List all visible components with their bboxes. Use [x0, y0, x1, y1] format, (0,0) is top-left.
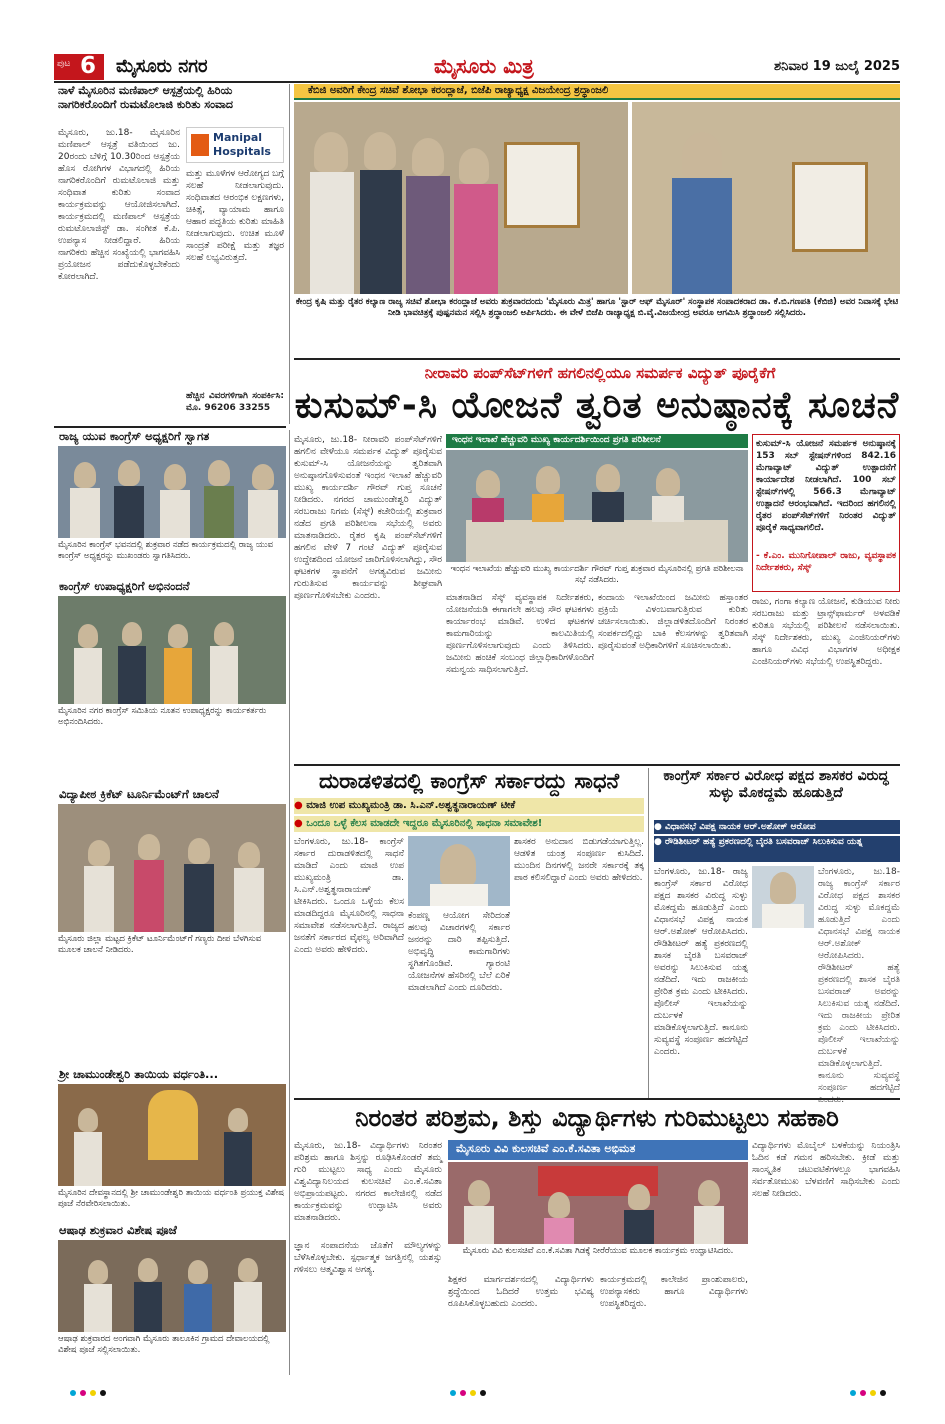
- ashok-bullet-2-text: ರೌಡಿಶೀಟರ್ ಹತ್ಯೆ ಪ್ರಕರಣದಲ್ಲಿ ಬೈರತಿ ಬಸವರಾಜ್ ಸಿಲುಕಿಸುವ ಯತ್ನ: [665, 837, 863, 847]
- cmyk-dot-cyan-3: [850, 1390, 856, 1396]
- page-number: 6: [80, 53, 97, 79]
- ashok-photo: [752, 866, 814, 928]
- congress-bullet-1-text: ಮಾಜಿ ಉಪ ಮುಖ್ಯಮಂತ್ರಿ ಡಾ. ಸಿ.ಎನ್.ಅಶ್ವತ್ಥನಾರಾಯಣ್ ಟೀಕೆ: [306, 800, 516, 811]
- cmyk-dot-yellow: [90, 1390, 96, 1396]
- manipal-logo-mark: [191, 134, 209, 156]
- cricket-heading: ವಿದ್ಯಾಪೀಠ ಕ್ರಿಕೆಟ್ ಟೂರ್ನಿಮೆಂಟ್‌ಗೆ ಚಾಲನೆ: [59, 787, 219, 801]
- education-photo-caption: ಮೈಸೂರು ವಿವಿ ಕುಲಸಚಿವೆ ಎಂ.ಕೆ.ಸವಿತಾ ಗಿಡಕ್ಕೆ ನೀರೆರೆಯುವ ಮೂಲಕ ಕಾರ್ಯಕ್ರಮ ಉದ್ಘಾಟಿಸಿದರು.: [462, 1246, 734, 1256]
- kusum-photo-banner: [446, 434, 748, 448]
- congrats-photo: [58, 596, 286, 704]
- education-col-a: ಜ್ಞಾನ ಸಂಪಾದನೆಯ ಜೊತೆಗೆ ಮೌಲ್ಯಗಳನ್ನು ಬೆಳೆಸಿಕೊಳ್ಳಬೇಕು. ಸ್ಪರ್ಧಾತ್ಮಕ ಜಗತ್ತಿನಲ್ಲಿ ಯಶಸ್ಸು ಗಳಿಸಲು ಆತ್ಮವಿಶ್ವಾಸ ಅಗತ್ಯ.: [294, 1241, 442, 1275]
- top-photo-right: [632, 102, 900, 294]
- ashok-headline: ಕಾಂಗ್ರೆಸ್ ಸರ್ಕಾರ ವಿರೋಧ ಪಕ್ಷದ ಶಾಸಕರ ವಿರುದ್ಧ ಸುಳ್ಳು ಮೊಕದ್ದಮೆ ಹೂಡುತ್ತಿದೆ: [663, 768, 889, 801]
- congress-bullet-2: [294, 816, 644, 832]
- manipal-right-para: ಮತ್ತು ಮೂಳೆಗಳ ಆರೋಗ್ಯದ ಬಗ್ಗೆ ಸಲಹೆ ನೀಡಲಾಗುವುದು. ಸಂಧಿವಾತದ ಆರಂಭಿಕ ಲಕ್ಷಣಗಳು, ಚಿಕಿತ್ಸೆ, ವ್ಯಾಯಾಮ ಹಾಗೂ ಆಹಾರ ಪದ್ಧತಿಯ ಕುರಿತು ಮಾಹಿತಿ ನೀಡಲಾಗುವುದು. ಉಚಿತ ಮೂಳೆ ಸಾಂದ್ರತೆ ಪರೀಕ್ಷೆ ಮತ್ತು ತಜ್ಞರ ಸಲಹೆ ಲಭ್ಯವಿರುತ್ತದೆ.: [186, 169, 284, 263]
- congress-col2: ಕೆಂಪಣ್ಣ ಆಯೋಗ ಸೇರಿದಂತೆ ಹಲವು ವಿಚಾರಗಳಲ್ಲಿ ಸರ್ಕಾರ ಜನರನ್ನು ದಾರಿ ತಪ್ಪಿಸುತ್ತಿದೆ. ಅಭಿವೃದ್ಧಿ ಕಾಮಗಾರಿಗಳು ಸ್ಥಗಿತಗೊಂಡಿವೆ. ಗ್ಯಾರಂಟಿ ಯೋಜನೆಗಳ ಹೆಸರಿನಲ್ಲಿ ಬೆಲೆ ಏರಿಕೆ ಮಾಡಲಾಗಿದೆ ಎಂದು ದೂರಿದರು.: [408, 911, 510, 993]
- bullet-icon: ●: [654, 837, 662, 847]
- kusum-photo-caption: ಇಂಧನ ಇಲಾಖೆಯ ಹೆಚ್ಚುವರಿ ಮುಖ್ಯ ಕಾರ್ಯದರ್ಶಿ ಗೌರವ್ ಗುಪ್ತ ಶುಕ್ರವಾರ ಮೈಸೂರಿನಲ್ಲಿ ಪ್ರಗತಿ ಪರಿಶೀಲನಾ ಸಭೆ ನಡೆಸಿದರು.: [450, 564, 744, 585]
- ashok-body-right: [818, 866, 900, 1105]
- top-photo-banner: [294, 84, 900, 100]
- temple-photo: [58, 1084, 286, 1186]
- kusum-col-b: ಕಂದಾಯ ಇಲಾಖೆಯಿಂದ ಜಮೀನು ಹಸ್ತಾಂತರ ಪ್ರಕ್ರಿಯೆ ವಿಳಂಬವಾಗುತ್ತಿರುವ ಕುರಿತು ಚರ್ಚಿಸಲಾಯಿತು. ಜಿಲ್ಲಾಡಳಿತದೊಂದಿಗೆ ನಿರಂತರ ಸಂಪರ್ಕದಲ್ಲಿದ್ದು ಬಾಕಿ ಕೆಲಸಗಳನ್ನು ತ್ವರಿತವಾಗಿ ಪೂರೈಸುವಂತೆ ಅಧಿಕಾರಿಗಳಿಗೆ ಸೂಚಿಸಲಾಯಿತು.: [598, 593, 748, 651]
- cmyk-dot-yellow-3: [870, 1390, 876, 1396]
- kusum-col1: ಮೈಸೂರು, ಜು.18- ನೀರಾವರಿ ಪಂಪ್‌ಸೆಟ್‌ಗಳಿಗೆ ಹಗಲಿನ ವೇಳೆಯೂ ಸಮರ್ಪಕ ವಿದ್ಯುತ್ ಪೂರೈಸುವ ಕುಸುಮ್-ಸಿ ಯೋಜನೆಯನ್ನು ತ್ವರಿತವಾಗಿ ಅನುಷ್ಠಾನಗೊಳಿಸುವಂತೆ ಇಂಧನ ಇಲಾಖೆ ಹೆಚ್ಚುವರಿ ಮುಖ್ಯ ಕಾರ್ಯದರ್ಶಿ ಗೌರವ್ ಗುಪ್ತ ಸೂಚನೆ ನೀಡಿದರು. ನಗರದ ಚಾಮುಂಡೇಶ್ವರಿ ವಿದ್ಯುತ್ ಸರಬರಾಜು ನಿಗಮ (ಸೆಸ್ಕ್) ಕಚೇರಿಯಲ್ಲಿ ಶುಕ್ರವಾರ ನಡೆದ ಪ್ರಗತಿ ಪರಿಶೀಲನಾ ಸಭೆಯಲ್ಲಿ ಅವರು ಮಾತನಾಡಿದರು. ರೈತರ ಕೃಷಿ ಪಂಪ್‌ಸೆಟ್‌ಗಳಿಗೆ ಹಗಲಿನ ವೇಳೆ 7 ಗಂಟೆ ವಿದ್ಯುತ್ ಪೂರೈಸುವ ಉದ್ದೇಶದಿಂದ ಯೋಜನೆ ಜಾರಿಗೊಳಿಸಲಾಗಿದ್ದು, ಸೌರ ಘಟಕಗಳ ಸ್ಥಾಪನೆಗೆ ಅಗತ್ಯವಿರುವ ಜಮೀನು ಗುರುತಿಸುವ ಕಾರ್ಯವನ್ನು ಶೀಘ್ರವಾಗಿ ಪೂರ್ಣಗೊಳಿಸಬೇಕು ಎಂದರು.: [294, 435, 442, 601]
- cmyk-dot-magenta: [80, 1390, 86, 1396]
- ashada-heading: ಆಷಾಢ ಶುಕ್ರವಾರ ವಿಶೇಷ ಪೂಜೆ: [59, 1223, 177, 1237]
- education-col-d: ವಿದ್ಯಾರ್ಥಿಗಳು ಮೊಬೈಲ್ ಬಳಕೆಯನ್ನು ನಿಯಂತ್ರಿಸಿ ಓದಿನ ಕಡೆ ಗಮನ ಹರಿಸಬೇಕು. ಕ್ರೀಡೆ ಮತ್ತು ಸಾಂಸ್ಕೃತಿಕ ಚಟುವಟಿಕೆಗಳಲ್ಲೂ ಭಾಗವಹಿಸಿ ಸರ್ವತೋಮುಖ ಬೆಳವಣಿಗೆ ಸಾಧಿಸಬೇಕು ಎಂದು ಸಲಹೆ ನೀಡಿದರು.: [752, 1141, 900, 1199]
- cmyk-dot-magenta-3: [860, 1390, 866, 1396]
- ashada-photo: [58, 1240, 286, 1332]
- congress-col1: ಬೆಂಗಳೂರು, ಜು.18- ಕಾಂಗ್ರೆಸ್ ಸರ್ಕಾರ ದುರಾಡಳಿತದಲ್ಲಿ ಸಾಧನೆ ಮಾಡಿದೆ ಎಂದು ಮಾಜಿ ಉಪ ಮುಖ್ಯಮಂತ್ರಿ ಡಾ. ಸಿ.ಎನ್.ಅಶ್ವತ್ಥನಾರಾಯಣ್ ಟೀಕಿಸಿದರು. ಒಂದೂ ಒಳ್ಳೆಯ ಕೆಲಸ ಮಾಡದಿದ್ದರೂ ಮೈಸೂರಿನಲ್ಲಿ ಸಾಧನಾ ಸಮಾವೇಶ ನಡೆಸಲಾಗುತ್ತಿದೆ. ರಾಜ್ಯದ ಜನತೆಗೆ ಸರ್ಕಾರದ ವೈಫಲ್ಯ ಅರಿವಾಗಿದೆ ಎಂದು ಅವರು ಹೇಳಿದರು.: [294, 837, 404, 955]
- cmyk-dot-black: [100, 1390, 106, 1396]
- education-headline: ನಿರಂತರ ಪರಿಶ್ರಮ, ಶಿಸ್ತು ವಿದ್ಯಾರ್ಥಿಗಳು ಗುರಿಮುಟ್ಟಲು ಸಹಕಾರಿ: [355, 1104, 839, 1132]
- manipal-logo: [186, 127, 284, 163]
- col-divider-right: [648, 768, 649, 1098]
- ashok-bullet-2: [654, 836, 900, 862]
- col-divider-top: [289, 84, 290, 424]
- cmyk-dot-black-2: [480, 1390, 486, 1396]
- education-col1: ಮೈಸೂರು, ಜು.18- ವಿದ್ಯಾರ್ಥಿಗಳು ನಿರಂತರ ಪರಿಶ್ರಮ ಹಾಗೂ ಶಿಸ್ತನ್ನು ರೂಢಿಸಿಕೊಂಡರೆ ತಮ್ಮ ಗುರಿ ಮುಟ್ಟಲು ಸಾಧ್ಯ ಎಂದು ಮೈಸೂರು ವಿಶ್ವವಿದ್ಯಾನಿಲಯದ ಕುಲಸಚಿವೆ ಎಂ.ಕೆ.ಸವಿತಾ ಅಭಿಪ್ರಾಯಪಟ್ಟರು. ನಗರದ ಕಾಲೇಜಿನಲ್ಲಿ ನಡೆದ ಕಾರ್ಯಕ್ರಮವನ್ನು ಉದ್ಘಾಟಿಸಿ ಅವರು ಮಾತನಾಡಿದರು.: [294, 1141, 442, 1223]
- temple-heading: ಶ್ರೀ ಚಾಮುಂಡೇಶ್ವರಿ ತಾಯಿಯ ವರ್ಧಂತಿ...: [59, 1067, 219, 1081]
- congress-bullet-1: [294, 798, 644, 814]
- masthead-rule: [54, 81, 900, 83]
- top-photo-banner-text: ಕೆಬಿಜಿ ಅವರಿಗೆ ಕೇಂದ್ರ ಸಚಿವೆ ಶೋಭಾ ಕರಂದ್ಲಾಜೆ, ಬಿಜೆಪಿ ರಾಜ್ಯಾಧ್ಯಕ್ಷ ವಿಜಯೇಂದ್ರ ಶ್ರದ್ಧಾಂಜಲಿ: [308, 85, 609, 96]
- cricket-photo: [58, 804, 286, 932]
- top-photo-left: [294, 102, 628, 294]
- youth-photo: [58, 446, 286, 538]
- bullet-icon: ●: [654, 822, 662, 832]
- kusum-quote: ಕುಸುಮ್-ಸಿ ಯೋಜನೆ ಸಮರ್ಪಕ ಅನುಷ್ಠಾನಕ್ಕೆ 153 ಸಬ್ ಸ್ಟೇಷನ್‌ಗಳಿಂದ 842.16 ಮೆಗಾವ್ಯಾಟ್ ವಿದ್ಯುತ್ ಉತ್ಪಾದನೆಗೆ ಕಾರ್ಯಾದೇಶ ನೀಡಲಾಗಿದೆ. 100 ಸಬ್ ಸ್ಟೇಷನ್‌ಗಳಲ್ಲಿ 566.3 ಮೆಗಾವ್ಯಾಟ್ ಉತ್ಪಾದನೆ ಆರಂಭವಾಗಿದೆ. ಇದರಿಂದ ಹಗಲಿನಲ್ಲಿ ರೈತರ ಪಂಪ್‌ಸೆಟ್‌ಗಳಿಗೆ ನಿರಂತರ ವಿದ್ಯುತ್ ಪೂರೈಕೆ ಸಾಧ್ಯವಾಗಲಿದೆ.: [756, 439, 896, 533]
- registration-marks-bottom: [70, 1388, 890, 1398]
- education-photo-banner-text: ಮೈಸೂರು ವಿವಿ ಕುಲಸಚಿವೆ ಎಂ.ಕೆ.ಸವಿತಾ ಅಭಿಮತ: [456, 1142, 636, 1155]
- masthead: [54, 54, 900, 80]
- manipal-contact: ಹೆಚ್ಚಿನ ವಿವರಗಳಿಗಾಗಿ ಸಂಪರ್ಕಿಸಿ: ಮೊ. 96206 33255: [186, 391, 284, 413]
- page-label: ಪುಟ: [57, 59, 71, 69]
- bullet-icon: ●: [294, 818, 303, 829]
- cricket-caption: ಮೈಸೂರು ಜಿಲ್ಲಾ ಮಟ್ಟದ ಕ್ರಿಕೆಟ್ ಟೂರ್ನಿಮೆಂಟ್‌ಗೆ ಗಣ್ಯರು ದೀಪ ಬೆಳಗಿಸುವ ಮೂಲಕ ಚಾಲನೆ ನೀಡಿದರು.: [58, 934, 262, 955]
- congress-col3: ಶಾಸಕರ ಅನುದಾನ ಬಿಡುಗಡೆಯಾಗುತ್ತಿಲ್ಲ. ಆಡಳಿತ ಯಂತ್ರ ಸಂಪೂರ್ಣ ಕುಸಿದಿದೆ. ಮುಂದಿನ ದಿನಗಳಲ್ಲಿ ಜನರೇ ಸರ್ಕಾರಕ್ಕೆ ತಕ್ಕ ಪಾಠ ಕಲಿಸಲಿದ್ದಾರೆ ಎಂದು ಅವರು ಹೇಳಿದರು.: [514, 837, 644, 883]
- kusum-photo: [446, 450, 748, 562]
- bullet-icon: ●: [294, 800, 303, 811]
- cmyk-dot-cyan: [70, 1390, 76, 1396]
- top-photo-caption: ಕೇಂದ್ರ ಕೃಷಿ ಮತ್ತು ರೈತರ ಕಲ್ಯಾಣ ರಾಜ್ಯ ಸಚಿವೆ ಶೋಭಾ ಕರಂದ್ಲಾಜೆ ಅವರು ಶುಕ್ರವಾರದಂದು 'ಮೈಸೂರು ಮಿತ್ರ' ಹಾಗೂ 'ಸ್ಟಾರ್ ಆಫ್ ಮೈಸೂರ್' ಸಂಸ್ಥಾಪಕ ಸಂಪಾದಕರಾದ ಡಾ. ಕೆ.ಬಿ.ಗಣಪತಿ (ಕೆಬಿಜಿ) ಅವರ ನಿವಾಸಕ್ಕೆ ಭೇಟಿ ನೀಡಿ ಭಾವಚಿತ್ರಕ್ಕೆ ಪುಷ್ಪನಮನ ಸಲ್ಲಿಸಿ ಶ್ರದ್ಧಾಂಜಲಿ ಅರ್ಪಿಸಿದರು. ಈ ವೇಳೆ ಬಿಜೆಪಿ ರಾಜ್ಯಾಧ್ಯಕ್ಷ ಬಿ.ವೈ.ವಿಜಯೇಂದ್ರ ಅವರೂ ಆಗಮಿಸಿ ಶ್ರದ್ಧಾಂಜಲಿ ಸಲ್ಲಿಸಿದರು.: [295, 297, 899, 318]
- paper-name: ಮೈಸೂರು ಮಿತ್ರ: [434, 54, 534, 78]
- manipal-headline: ನಾಳೆ ಮೈಸೂರಿನ ಮಣಿಪಾಲ್ ಆಸ್ಪತ್ರೆಯಲ್ಲಿ ಹಿರಿಯ ನಾಗರಿಕರೊಂದಿಗೆ ರುಮಟೊಲಾಜಿ ಕುರಿತು ಸಂವಾದ: [58, 84, 234, 111]
- congress-bullet-2-text: ಒಂದೂ ಒಳ್ಳೆ ಕೆಲಸ ಮಾಡದೇ ಇದ್ದರೂ ಮೈಸೂರಿನಲ್ಲಿ ಸಾಧನಾ ಸಮಾವೇಶ!: [306, 818, 543, 829]
- education-col-b: ಶಿಕ್ಷಕರ ಮಾರ್ಗದರ್ಶನದಲ್ಲಿ ವಿದ್ಯಾರ್ಥಿಗಳು ಶ್ರದ್ಧೆಯಿಂದ ಓದಿದರೆ ಉತ್ತಮ ಭವಿಷ್ಯ ರೂಪಿಸಿಕೊಳ್ಳಬಹುದು ಎಂದರು.: [448, 1275, 594, 1309]
- ashok-bullet-1: [654, 820, 900, 834]
- youth-heading: ರಾಜ್ಯ ಯುವ ಕಾಂಗ್ರೆಸ್ ಅಧ್ಯಕ್ಷರಿಗೆ ಸ್ವಾಗತ: [59, 429, 210, 443]
- education-photo: [448, 1162, 748, 1244]
- kusum-col-a: ಮಾತನಾಡಿದ ಸೆಸ್ಕ್ ವ್ಯವಸ್ಥಾಪಕ ನಿರ್ದೇಶಕರು, ಯೋಜನೆಯಡಿ ಈಗಾಗಲೇ ಹಲವು ಸೌರ ಘಟಕಗಳು ಕಾರ್ಯಾರಂಭ ಮಾಡಿವೆ. ಉಳಿದ ಘಟಕಗಳ ಕಾಮಗಾರಿಯನ್ನು ಕಾಲಮಿತಿಯಲ್ಲಿ ಪೂರ್ಣಗೊಳಿಸಲಾಗುವುದು ಎಂದು ತಿಳಿಸಿದರು. ಜಮೀನು ಹಂಚಿಕೆ ಸಂಬಂಧ ಜಿಲ್ಲಾಧಿಕಾರಿಗಳೊಂದಿಗೆ ಸಮನ್ವಯ ಸಾಧಿಸಲಾಗುತ್ತಿದೆ.: [446, 593, 594, 675]
- manipal-left-para: ಮೈಸೂರು, ಜು.18- ಮೈಸೂರಿನ ಮಣಿಪಾಲ್ ಆಸ್ಪತ್ರೆ ವತಿಯಿಂದ ಜು. 20ರಂದು ಬೆಳಿಗ್ಗೆ 10.30ರಿಂದ ಆಸ್ಪತ್ರೆಯ ಹೊಸ ರೋಗಿಗಳ ವಿಭಾಗದಲ್ಲಿ ಹಿರಿಯ ನಾಗರಿಕರೊಂದಿಗೆ ರುಮಟೊಲಾಜಿ ಮತ್ತು ಸಂಧಿವಾತ ಕುರಿತು ಸಂವಾದ ಕಾರ್ಯಕ್ರಮವನ್ನು ಆಯೋಜಿಸಲಾಗಿದೆ. ಕಾರ್ಯಕ್ರಮದಲ್ಲಿ ಮಣಿಪಾಲ್ ಆಸ್ಪತ್ರೆಯ ರುಮಟೊಲಾಜಿಸ್ಟ್ ಡಾ. ಸಂಗೀತ ಕೆ.ಪಿ. ಉಪನ್ಯಾಸ ನೀಡಲಿದ್ದಾರೆ. ಹಿರಿಯ ನಾಗರಿಕರು ಹೆಚ್ಚಿನ ಸಂಖ್ಯೆಯಲ್ಲಿ ಭಾಗವಹಿಸಿ ಪ್ರಯೋಜನ ಪಡೆದುಕೊಳ್ಳಬೇಕೆಂದು ಕೋರಲಾಗಿದೆ.: [58, 128, 180, 282]
- congrats-heading: ಕಾಂಗ್ರೆಸ್ ಉಪಾಧ್ಯಕ್ಷರಿಗೆ ಅಭಿನಂದನೆ: [59, 579, 190, 593]
- congress-rule: [294, 764, 900, 766]
- ashada-caption: ಆಷಾಢ ಶುಕ್ರವಾರದ ಅಂಗವಾಗಿ ಮೈಸೂರು ತಾಲೂಕಿನ ಗ್ರಾಮದ ದೇವಾಲಯದಲ್ಲಿ ವಿಶೇಷ ಪೂಜೆ ಸಲ್ಲಿಸಲಾಯಿತು.: [58, 1334, 270, 1355]
- kusum-kicker: ನೀರಾವರಿ ಪಂಪ್‌ಸೆಟ್‌ಗಳಿಗೆ ಹಗಲಿನಲ್ಲಿಯೂ ಸಮರ್ಪಕ ವಿದ್ಯುತ್ ಪೂರೈಕೆಗೆ: [424, 364, 776, 382]
- education-photo-banner: [448, 1140, 748, 1160]
- temple-caption: ಮೈಸೂರಿನ ದೇವಸ್ಥಾನದಲ್ಲಿ ಶ್ರೀ ಚಾಮುಂಡೇಶ್ವರಿ ತಾಯಿಯ ವರ್ಧಂತಿ ಪ್ರಯುಕ್ತ ವಿಶೇಷ ಪೂಜೆ ನೆರವೇರಿಸಲಾಯಿತು.: [58, 1188, 285, 1209]
- ashok-bullet-1-text: ವಿಧಾನಸಭೆ ವಿಪಕ್ಷ ನಾಯಕ ಆರ್.ಅಶೋಕ್ ಆರೋಪ: [665, 822, 816, 832]
- youth-caption: ಮೈಸೂರಿನ ಕಾಂಗ್ರೆಸ್ ಭವನದಲ್ಲಿ ಶುಕ್ರವಾರ ನಡೆದ ಕಾರ್ಯಕ್ರಮದಲ್ಲಿ ರಾಜ್ಯ ಯುವ ಕಾಂಗ್ರೆಸ್ ಅಧ್ಯಕ್ಷರನ್ನು ಮುಖಂಡರು ಸ್ವಾಗತಿಸಿದರು.: [58, 540, 274, 561]
- ashwath-photo: [408, 836, 510, 906]
- cmyk-dot-cyan-2: [450, 1390, 456, 1396]
- kusum-quote-box: [752, 434, 900, 592]
- congrats-caption: ಮೈಸೂರಿನ ನಗರ ಕಾಂಗ್ರೆಸ್ ಸಮಿತಿಯ ನೂತನ ಉಪಾಧ್ಯಕ್ಷರನ್ನು ಕಾರ್ಯಕರ್ತರು ಅಭಿನಂದಿಸಿದರು.: [58, 706, 267, 727]
- ashok-body-continued: ಬೆಂಗಳೂರು, ಜು.18- ರಾಜ್ಯ ಕಾಂಗ್ರೆಸ್ ಸರ್ಕಾರ ವಿರೋಧ ಪಕ್ಷದ ಶಾಸಕರ ವಿರುದ್ಧ ಸುಳ್ಳು ಮೊಕದ್ದಮೆ ಹೂಡುತ್ತಿದೆ ಎಂದು ವಿಧಾನಸಭೆ ವಿಪಕ್ಷ ನಾಯಕ ಆರ್.ಅಶೋಕ್ ಆರೋಪಿಸಿದರು. ರೌಡಿಶೀಟರ್ ಹತ್ಯೆ ಪ್ರಕರಣದಲ್ಲಿ ಶಾಸಕ ಬೈರತಿ ಬಸವರಾಜ್ ಅವರನ್ನು ಸಿಲುಕಿಸುವ ಯತ್ನ ನಡೆದಿದೆ. ಇದು ರಾಜಕೀಯ ಪ್ರೇರಿತ ಕ್ರಮ ಎಂದು ಟೀಕಿಸಿದರು. ಪೊಲೀಸ್ ಇಲಾಖೆಯನ್ನು ದುರ್ಬಳಕೆ ಮಾಡಿಕೊಳ್ಳಲಾಗುತ್ತಿದೆ. ಕಾನೂನು ಸುವ್ಯವಸ್ಥೆ ಸಂಪೂರ್ಣ ಹದಗೆಟ್ಟಿದೆ ಎಂದರು.: [818, 867, 900, 1105]
- cmyk-dot-magenta-2: [460, 1390, 466, 1396]
- col-divider-mid: [289, 430, 290, 1375]
- section-name: ಮೈಸೂರು ನಗರ: [116, 56, 208, 77]
- ashok-body: ಬೆಂಗಳೂರು, ಜು.18- ರಾಜ್ಯ ಕಾಂಗ್ರೆಸ್ ಸರ್ಕಾರ ವಿರೋಧ ಪಕ್ಷದ ಶಾಸಕರ ವಿರುದ್ಧ ಸುಳ್ಳು ಮೊಕದ್ದಮೆ ಹೂಡುತ್ತಿದೆ ಎಂದು ವಿಧಾನಸಭೆ ವಿಪಕ್ಷ ನಾಯಕ ಆರ್.ಅಶೋಕ್ ಆರೋಪಿಸಿದರು. ರೌಡಿಶೀಟರ್ ಹತ್ಯೆ ಪ್ರಕರಣದಲ್ಲಿ ಶಾಸಕ ಬೈರತಿ ಬಸವರಾಜ್ ಅವರನ್ನು ಸಿಲುಕಿಸುವ ಯತ್ನ ನಡೆದಿದೆ. ಇದು ರಾಜಕೀಯ ಪ್ರೇರಿತ ಕ್ರಮ ಎಂದು ಟೀಕಿಸಿದರು. ಪೊಲೀಸ್ ಇಲಾಖೆಯನ್ನು ದುರ್ಬಳಕೆ ಮಾಡಿಕೊಳ್ಳಲಾಗುತ್ತಿದೆ. ಕಾನೂನು ಸುವ್ಯವಸ್ಥೆ ಸಂಪೂರ್ಣ ಹದಗೆಟ್ಟಿದೆ ಎಂದರು.: [654, 867, 748, 1057]
- education-col-c: ಕಾರ್ಯಕ್ರಮದಲ್ಲಿ ಕಾಲೇಜಿನ ಪ್ರಾಂಶುಪಾಲರು, ಉಪನ್ಯಾಸಕರು ಹಾಗೂ ವಿದ್ಯಾರ್ಥಿಗಳು ಉಪಸ್ಥಿತರಿದ್ದರು.: [600, 1275, 748, 1309]
- kusum-headline: ಕುಸುಮ್-ಸಿ ಯೋಜನೆ ತ್ವರಿತ ಅನುಷ್ಠಾನಕ್ಕೆ ಸೂಚನೆ: [294, 385, 900, 426]
- kusum-rule: [294, 358, 900, 360]
- cmyk-dot-yellow-2: [470, 1390, 476, 1396]
- congress-headline: ದುರಾಡಳಿತದಲ್ಲಿ ಕಾಂಗ್ರೆಸ್ ಸರ್ಕಾರದ್ದು ಸಾಧನೆ: [318, 769, 620, 793]
- kusum-quote-author: - ಕೆ.ಎಂ. ಮುನಿಗೋಪಾಲ್ ರಾಜು, ವ್ಯವಸ್ಥಾಪಕ ನಿರ್ದೇಶಕರು, ಸೆಸ್ಕ್: [756, 551, 896, 573]
- page-number-box: [54, 54, 104, 80]
- kusum-col-c: ರಾಜು, ಗಂಗಾ ಕಲ್ಯಾಣ ಯೋಜನೆ, ಕುಡಿಯುವ ನೀರು ಸರಬರಾಜು ಮತ್ತು ಟ್ರಾನ್ಸ್‌ಫಾರ್ಮರ್ ಅಳವಡಿಕೆ ಕುರಿತೂ ಸಭೆಯಲ್ಲಿ ಪರಿಶೀಲನೆ ನಡೆಸಲಾಯಿತು. ಸೆಸ್ಕ್ ನಿರ್ದೇಶಕರು, ಮುಖ್ಯ ಎಂಜಿನಿಯರ್‌ಗಳು ಹಾಗೂ ವಿವಿಧ ವಿಭಾಗಗಳ ಅಧೀಕ್ಷಕ ಎಂಜಿನಿಯರ್‌ಗಳು ಸಭೆಯಲ್ಲಿ ಉಪಸ್ಥಿತರಿದ್ದರು.: [752, 597, 900, 667]
- manipal-logo-text: Manipal Hospitals: [213, 131, 271, 158]
- issue-date: ಶನಿವಾರ 19 ಜುಲೈ 2025: [773, 59, 900, 74]
- cmyk-dot-black-3: [880, 1390, 886, 1396]
- kusum-photo-banner-text: ಇಂಧನ ಇಲಾಖೆ ಹೆಚ್ಚುವರಿ ಮುಖ್ಯ ಕಾರ್ಯದರ್ಶಿಯಿಂದ ಪ್ರಗತಿ ಪರಿಶೀಲನೆ: [452, 435, 661, 445]
